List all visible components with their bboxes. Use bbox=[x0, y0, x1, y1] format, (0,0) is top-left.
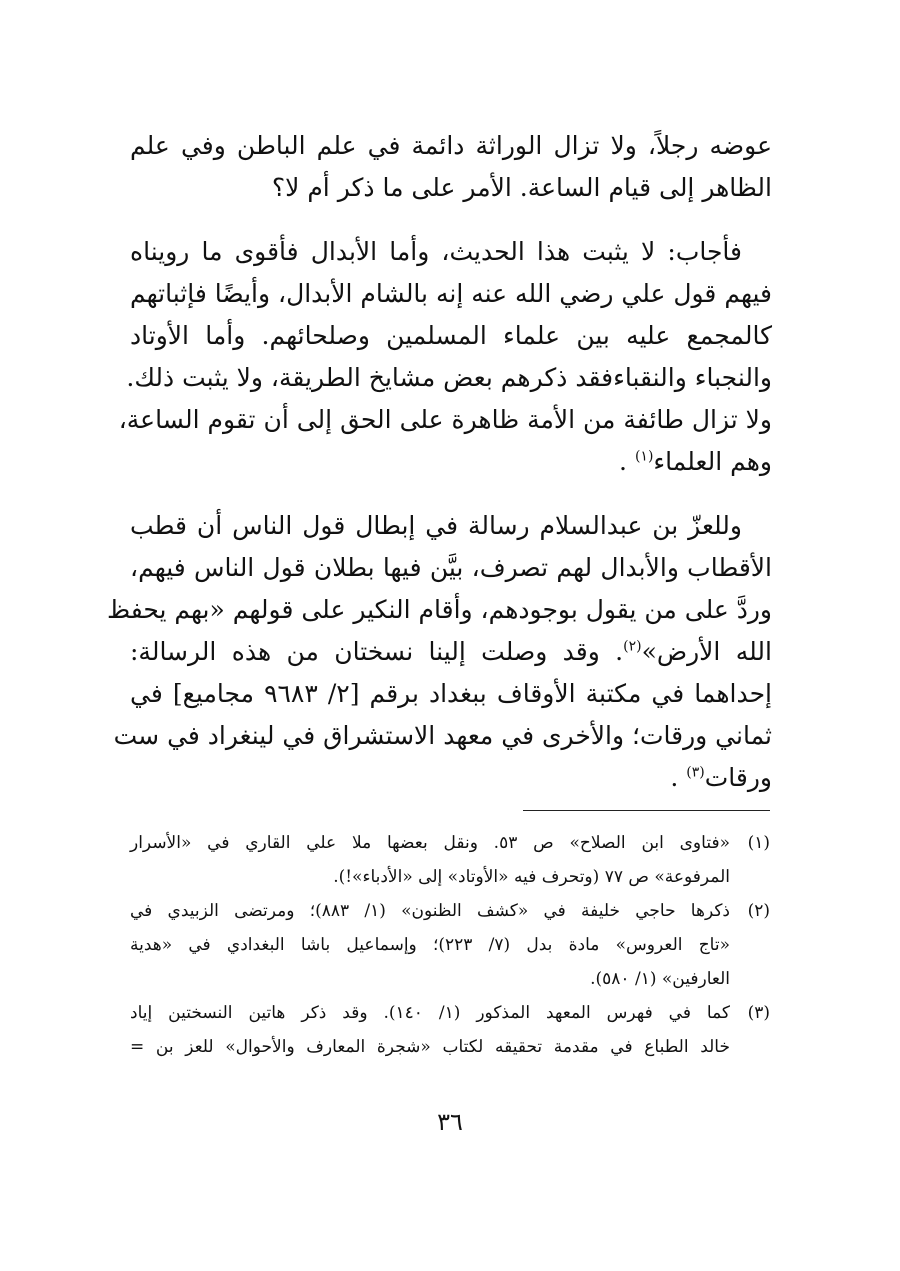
text-line: المرفوعة» ص ٧٧ (وتحرف فيه «الأوتاد» إلى «الأدباء»!). bbox=[333, 867, 730, 887]
footnotes bbox=[130, 826, 770, 1064]
footnote-number: (١) bbox=[747, 833, 770, 853]
text-fragment: . bbox=[670, 763, 679, 792]
footnote-2 bbox=[130, 894, 770, 996]
footnote-3 bbox=[130, 996, 770, 1064]
footnote-reference-2[interactable]: (٢) bbox=[623, 638, 642, 655]
text-line: والنجباء والنقباءفقد ذكرهم بعض مشايخ الطريقة، ولا يثبت ذلك. bbox=[126, 363, 772, 392]
footnote-separator bbox=[523, 810, 770, 811]
text-line: الأقطاب والأبدال لهم تصرف، بيَّن فيها بطلان قول الناس فيهم، bbox=[130, 553, 772, 582]
text-line bbox=[130, 631, 772, 673]
text-line: خالد الطباع في مقدمة تحقيقه لكتاب «شجرة المعارف والأحوال» للعز بن = bbox=[130, 1037, 730, 1057]
text-line bbox=[130, 441, 772, 483]
main-text bbox=[106, 125, 772, 799]
footnote-1 bbox=[130, 826, 770, 894]
text-line: فأجاب: لا يثبت هذا الحديث، وأما الأبدال فأقوى ما رويناه bbox=[130, 237, 742, 266]
text-fragment: الله الأرض» bbox=[641, 637, 772, 666]
paragraph-3 bbox=[106, 505, 772, 799]
text-fragment: وهم العلماء bbox=[653, 447, 772, 476]
text-line: ولا تزال طائفة من الأمة ظاهرة على الحق إلى أن تقوم الساعة، bbox=[118, 405, 772, 434]
text-line: «تاج العروس» مادة بدل (٧/ ٢٢٣)؛ وإسماعيل باشا البغدادي في «هدية bbox=[130, 935, 730, 955]
text-line: ثماني ورقات؛ والأخرى في معهد الاستشراق في لينغراد في ست bbox=[113, 721, 772, 750]
text-line: وللعزّ بن عبدالسلام رسالة في إبطال قول الناس أن قطب bbox=[130, 511, 742, 540]
text-fragment: . bbox=[619, 447, 627, 476]
footnote-reference-3[interactable]: (٣) bbox=[686, 764, 705, 781]
footnote-number: (٢) bbox=[747, 901, 770, 921]
paragraph-2 bbox=[118, 231, 772, 483]
text-line: وردَّ على من يقول بوجودهم، وأقام النكير على قولهم «بهم يحفظ bbox=[106, 595, 772, 624]
footnote-text bbox=[130, 894, 730, 996]
text-line: فيهم قول علي رضي الله عنه إنه بالشام الأبدال، وأيضًا فإثباتهم bbox=[130, 279, 772, 308]
text-line: ذكرها حاجي خليفة في «كشف الظنون» (١/ ٨٨٣)؛ ومرتضى الزبيدي في bbox=[130, 901, 730, 921]
text-line: إحداهما في مكتبة الأوقاف ببغداد برقم [٢/ ٩٦٨٣ مجاميع] في bbox=[130, 679, 772, 708]
footnote-text bbox=[130, 826, 730, 894]
text-line: كالمجمع عليه بين علماء المسلمين وصلحائهم. وأما الأوتاد bbox=[130, 321, 772, 350]
paragraph-1 bbox=[130, 125, 772, 209]
text-line bbox=[130, 757, 772, 799]
text-fragment: ورقات bbox=[704, 763, 772, 792]
page-number: ٣٦ bbox=[437, 1108, 463, 1136]
text-line: «فتاوى ابن الصلاح» ص ٥٣. ونقل بعضها ملا علي القاري في «الأسرار bbox=[130, 833, 730, 853]
footnote-number: (٣) bbox=[747, 1003, 770, 1023]
footnote-text bbox=[130, 996, 730, 1064]
footnote-reference-1[interactable]: (١) bbox=[634, 448, 654, 465]
text-fragment: . وقد وصلت إلينا نسختان من هذه الرسالة: bbox=[130, 637, 624, 666]
text-line: الظاهر إلى قيام الساعة. الأمر على ما ذكر أم لا؟ bbox=[271, 173, 772, 202]
text-line: كما في فهرس المعهد المذكور (١/ ١٤٠). وقد ذكر هاتين النسختين إياد bbox=[130, 1003, 730, 1023]
text-line: العارفين» (١/ ٥٨٠). bbox=[590, 969, 730, 989]
text-line: عوضه رجلاً، ولا تزال الوراثة دائمة في علم الباطن وفي علم bbox=[130, 131, 772, 160]
